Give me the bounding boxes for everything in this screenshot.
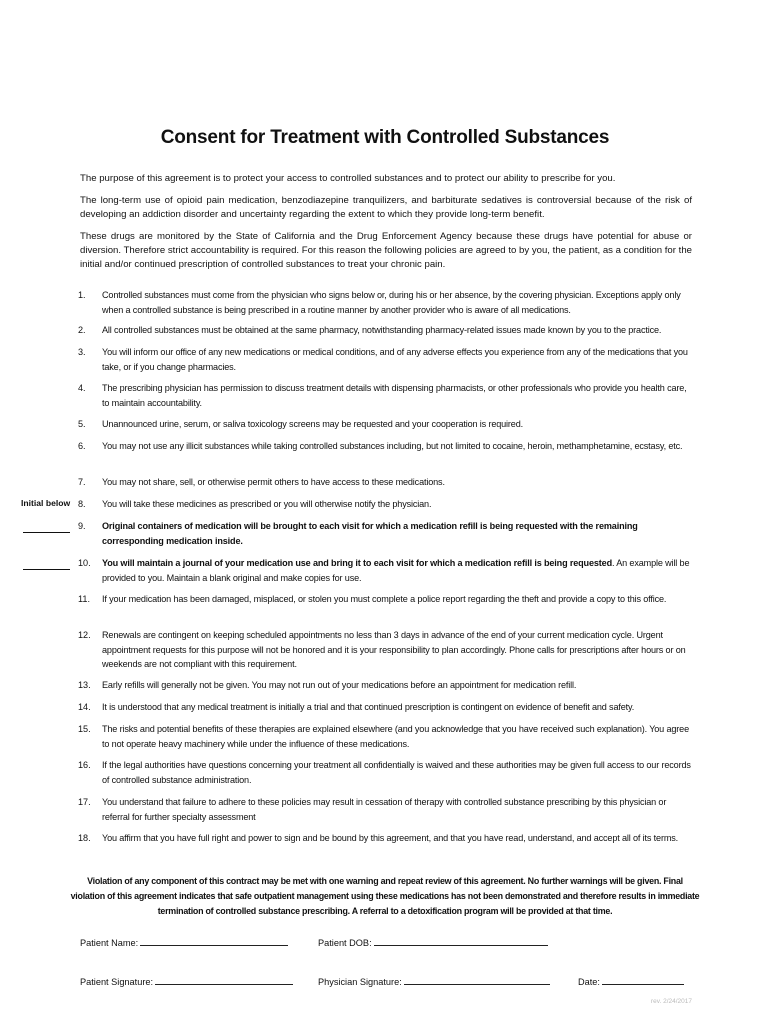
initial-field-item-9[interactable] (23, 532, 70, 533)
intro-risk: The long-term use of opioid pain medication, benzodiazepine tranquilizers, and barbiturate sedatives is controversial because of the risk of developing an addiction disorder and uncertainty regarding the extent to which they provide long-term benefit. (80, 195, 692, 221)
item-number: 15. (78, 724, 91, 734)
item-number: 4. (78, 383, 86, 393)
item-text: If your medication has been damaged, misplaced, or stolen you must complete a police report regarding the theft and provide a copy to this office. (102, 594, 667, 604)
item-number: 2. (78, 325, 86, 335)
item-number: 16. (78, 760, 91, 770)
item-text: You may not use any illicit substances while taking controlled substances including, but not limited to cocaine, heroin, methamphetamine, ecstasy, etc. (102, 441, 683, 451)
item-text: You may not share, sell, or otherwise permit others to have access to these medications. (102, 477, 445, 487)
violation-warning: Violation of any component of this contract may be met with one warning and repeat review of this agreement. No further warnings will be given. Final violation of this agreement indicates that safe outpatient management using these medications has not been demonstrated and therefore results in immediate termination of controlled substance prescribing. A referral to a detoxification program will be provided at that time. (70, 876, 700, 917)
item-text: You will inform our office of any new medications or medical conditions, and of any adverse effects you experience from any of the medications that you take, or if you change pharmacies. (102, 347, 688, 372)
item-number: 14. (78, 702, 91, 712)
item-text: You affirm that you have full right and power to sign and be bound by this agreement, and that you have read, understand, and accept all of its terms. (102, 833, 679, 843)
patient-signature-line[interactable] (155, 975, 293, 985)
intro-monitoring: These drugs are monitored by the State of California and the Drug Enforcement Agency because these drugs have potential for abuse or diversion. Therefore strict accountability is required. For this reason the following policies are agreed to by you, the patient, as a condition for the initial and/or continued prescription of controlled substances to treat your chronic pain. (80, 231, 692, 271)
item-text: The risks and potential benefits of these therapies are explained elsewhere (and you acknowledge that you have received such explanation). You agree to not operate heavy machinery while under the influence of these medications. (102, 724, 689, 749)
item-text: You will take these medicines as prescribed or you will otherwise notify the physician. (102, 499, 432, 509)
initial-field-item-10[interactable] (23, 569, 70, 570)
item-number: 12. (78, 630, 91, 640)
item-number: 17. (78, 797, 91, 807)
date-label: Date: (578, 977, 600, 987)
item-text: Controlled substances must come from the physician who signs below or, during his or her absence, by the covering physician. Exceptions apply only when a controlled substance is being prescribed in a routine manner by another provider who is aware of all medications. (102, 290, 681, 315)
item-number: 6. (78, 441, 86, 451)
intro-purpose: The purpose of this agreement is to protect your access to controlled substances and to protect our ability to prescribe for you. (80, 173, 616, 184)
item-number: 9. (78, 521, 86, 531)
date-line[interactable] (602, 975, 684, 985)
item-text: Early refills will generally not be given. You may not run out of your medications before an appointment for medication refill. (102, 680, 577, 690)
patient-name-line[interactable] (140, 936, 288, 946)
item-text: All controlled substances must be obtained at the same pharmacy, notwithstanding pharmacy-related issues made known by you to the practice. (102, 325, 662, 335)
item-text: Renewals are contingent on keeping scheduled appointments no less than 3 days in advance of the end of your current medication cycle. Urgent appointment requests for this purpose will not be honored and it is your responsibility to plan accordingly. Phone calls for prescriptions after hours or on weekends are not compliant with this requirement. (102, 630, 686, 670)
item-bold-text: Original containers of medication will be brought to each visit for which a medication refill is being requested with the remaining corresponding medication inside. (102, 521, 638, 546)
item-text: It is understood that any medical treatment is initially a trial and that continued prescription is contingent on evidence of benefit and safety. (102, 702, 635, 712)
initial-below-label: Initial below (21, 498, 71, 508)
item-number: 3. (78, 347, 86, 357)
item-text: You understand that failure to adhere to these policies may result in cessation of therapy with controlled substance prescribing by this physician or referral for further specialty assessment (102, 797, 667, 822)
item-number: 1. (78, 290, 86, 300)
patient-name-label: Patient Name: (80, 938, 139, 948)
item-text: The prescribing physician has permission to discuss treatment details with dispensing pharmacists, or other professionals who provide you health care, to maintain accountability. (102, 383, 687, 408)
date-field[interactable] (578, 975, 684, 987)
patient-dob-line[interactable] (374, 936, 548, 946)
document-title: Consent for Treatment with Controlled Substances (160, 127, 610, 148)
revision-note: rev. 2/24/2017 (650, 998, 692, 1005)
item-text: Unannounced urine, serum, or saliva toxicology screens may be requested and your cooperation is required. (102, 419, 523, 429)
item-number: 5. (78, 419, 86, 429)
patient-signature-label: Patient Signature: (80, 977, 154, 987)
physician-signature-line[interactable] (404, 975, 550, 985)
item-number: 7. (78, 477, 86, 487)
physician-signature-field[interactable] (318, 975, 550, 987)
patient-signature-field[interactable] (80, 975, 293, 987)
item-number: 10. (78, 558, 91, 568)
patient-dob-label: Patient DOB: (318, 938, 372, 948)
physician-signature-label: Physician Signature: (318, 977, 402, 987)
item-number: 18. (78, 833, 91, 843)
item-text: . An example will be provided to you. Maintain a blank original and make copies for use. (102, 558, 690, 583)
item-text: If the legal authorities have questions concerning your treatment all confidentially is waived and these authorities may be given full access to our records of controlled substance administration. (102, 760, 691, 785)
patient-name-field[interactable] (80, 936, 288, 948)
item-number: 11. (78, 594, 90, 604)
item-number: 13. (78, 680, 91, 690)
item-number: 8. (78, 499, 86, 509)
item-bold-text: You will maintain a journal of your medication use and bring it to each visit for which a medication refill is being requested (102, 558, 612, 568)
patient-dob-field[interactable] (318, 936, 548, 948)
